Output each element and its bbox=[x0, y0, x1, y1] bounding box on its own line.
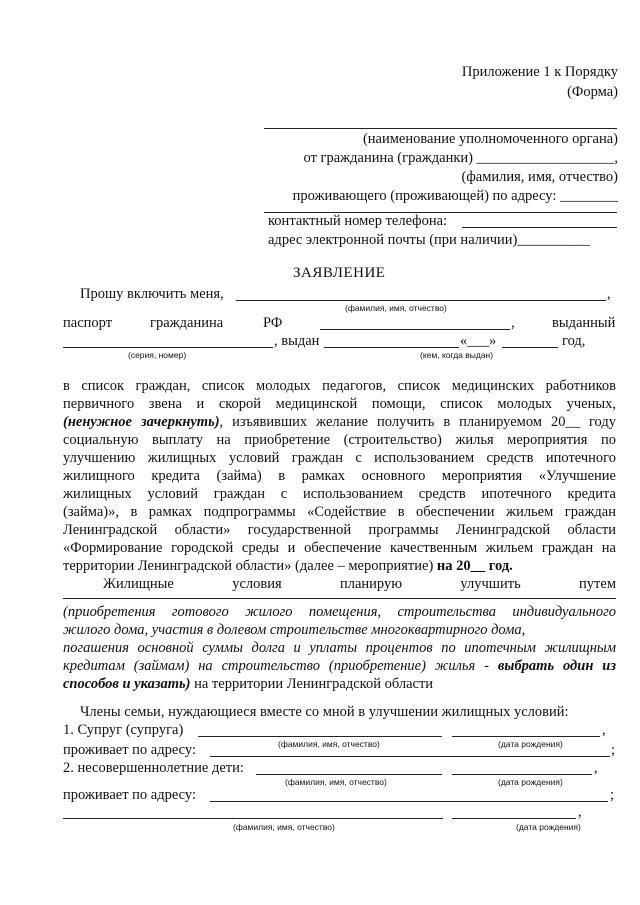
body-line: социальную выплату на приобретение (строительство) жилья мероприятия по bbox=[63, 432, 616, 448]
body-line: в список граждан, список молодых педагогов, список медицинских работников bbox=[63, 378, 616, 394]
year-label: год, bbox=[562, 333, 586, 349]
methods-instruction: выбрать один из bbox=[497, 658, 616, 674]
methods-line: погашения основной суммы долга и уплаты процентов по ипотечным жилищным bbox=[63, 640, 616, 656]
year-planned: на 20__ год. bbox=[436, 558, 513, 574]
issue-date-field[interactable]: «___» bbox=[460, 333, 497, 349]
body-line: улучшению жилищных условий граждан с использованием средств ипотечного bbox=[63, 450, 616, 466]
citizen-name-hint: (фамилия, имя, отчество) bbox=[461, 169, 618, 185]
body-line: Ленинградской области» государственной программы Ленинградской области bbox=[63, 522, 616, 538]
methods-line bbox=[63, 675, 616, 694]
appendix-label: Приложение 1 к Порядку bbox=[461, 64, 618, 80]
issued-by-label: , выдан bbox=[274, 333, 320, 349]
spouse-semicolon: ; bbox=[611, 742, 616, 758]
strike-note: (ненужное зачеркнуть) bbox=[63, 414, 220, 430]
body-line: жилищного кредита (займа) в рамках основного мероприятия «Улучшение bbox=[63, 468, 616, 484]
passport-comma: , bbox=[511, 315, 515, 331]
methods-text: кредитам (займам) на строительство (приобретение) жилья - bbox=[63, 658, 498, 674]
improvement-method-field[interactable] bbox=[63, 598, 616, 599]
body-line: Жилищные условия планирую улучшить путем bbox=[103, 576, 616, 592]
child-address-label: проживает по адресу: bbox=[63, 787, 196, 803]
child2-name-field[interactable] bbox=[63, 818, 443, 819]
body-line: (займа)», в рамках подпрограммы «Содействие в обеспечении жильем граждан bbox=[63, 504, 616, 520]
child2-dob-field[interactable] bbox=[452, 818, 576, 819]
spouse-name-hint: (фамилия, имя, отчество) bbox=[278, 739, 380, 749]
spouse-dob-hint: (дата рождения) bbox=[498, 739, 563, 749]
from-citizen-field[interactable]: от гражданина (гражданки) ___________________, bbox=[303, 150, 618, 166]
phone-label: контактный номер телефона: bbox=[268, 213, 448, 229]
methods-text: на территории Ленинградской области bbox=[190, 676, 434, 692]
child-dob-hint: (дата рождения) bbox=[498, 777, 563, 787]
phone-field[interactable] bbox=[462, 227, 617, 228]
applicant-name-hint: (фамилия, имя, отчество) bbox=[345, 303, 447, 313]
body-text: территории Ленинградской области» (далее – мероприятие) bbox=[63, 558, 437, 574]
organ-field[interactable] bbox=[264, 128, 617, 129]
organ-hint: (наименование уполномоченного органа) bbox=[362, 131, 618, 147]
child-name-hint: (фамилия, имя, отчество) bbox=[285, 777, 387, 787]
body-line: жилищных условий граждан с использованием средств ипотечного кредита bbox=[63, 486, 616, 502]
methods-line bbox=[63, 657, 616, 676]
rf-word: РФ bbox=[263, 315, 283, 331]
child-semicolon: ; bbox=[610, 787, 615, 803]
passport-word: паспорт bbox=[63, 315, 113, 331]
document-title: ЗАЯВЛЕНИЕ bbox=[293, 265, 386, 281]
methods-instruction: способов и указать) bbox=[63, 676, 191, 692]
spouse-dob-field[interactable] bbox=[452, 736, 600, 737]
email-field[interactable]: адрес электронной почты (при наличии)__________ bbox=[268, 232, 590, 248]
issued-hint: (кем, когда выдан) bbox=[420, 350, 494, 360]
passport-number-field[interactable] bbox=[320, 329, 510, 330]
series-hint: (серия, номер) bbox=[128, 350, 187, 360]
issue-year-field[interactable] bbox=[502, 347, 558, 348]
form-label: (Форма) bbox=[567, 84, 618, 100]
body-text: , изъявивших желание получить в планируемом 20__ году bbox=[219, 414, 616, 430]
children-label: 2. несовершеннолетние дети: bbox=[63, 760, 244, 776]
child-name-field[interactable] bbox=[256, 774, 442, 775]
child-comma: , bbox=[594, 760, 598, 776]
spouse-comma: , bbox=[602, 722, 606, 738]
child2-comma: , bbox=[578, 804, 582, 820]
methods-line: (приобретения готового жилого помещения, строительства индивидуального bbox=[63, 604, 616, 620]
methods-line: жилого дома, участия в долевом строительстве многоквартирного дома, bbox=[63, 622, 526, 638]
citizen-word: гражданина bbox=[150, 315, 224, 331]
body-line bbox=[63, 557, 616, 576]
spouse-label: 1. Супруг (супруга) bbox=[63, 722, 184, 738]
spouse-address-label: проживает по адресу: bbox=[63, 742, 196, 758]
family-intro: Члены семьи, нуждающиеся вместе со мной в улучшении жилищных условий: bbox=[80, 704, 569, 720]
residence-address-field[interactable]: проживающего (проживающей) по адресу: ________ bbox=[292, 188, 618, 204]
passport-series-field[interactable] bbox=[63, 347, 273, 348]
child-dob-field[interactable] bbox=[452, 774, 592, 775]
child2-name-hint: (фамилия, имя, отчество) bbox=[233, 822, 335, 832]
body-line: первичного звена и скорой медицинской помощи, список молодых ученых, bbox=[63, 396, 616, 412]
spouse-address-field[interactable] bbox=[210, 756, 610, 757]
child2-dob-hint: (дата рождения) bbox=[516, 822, 581, 832]
include-comma: , bbox=[607, 286, 611, 302]
child-address-field[interactable] bbox=[210, 801, 608, 802]
issued-word: выданный bbox=[552, 315, 616, 331]
body-line bbox=[63, 413, 616, 432]
spouse-name-field[interactable] bbox=[198, 736, 442, 737]
applicant-name-field[interactable] bbox=[236, 300, 606, 301]
body-line: «Формирование городской среды и обеспечение качественным жильем граждан на bbox=[63, 540, 616, 556]
include-label: Прошу включить меня, bbox=[80, 286, 224, 302]
issued-by-field[interactable] bbox=[324, 347, 459, 348]
